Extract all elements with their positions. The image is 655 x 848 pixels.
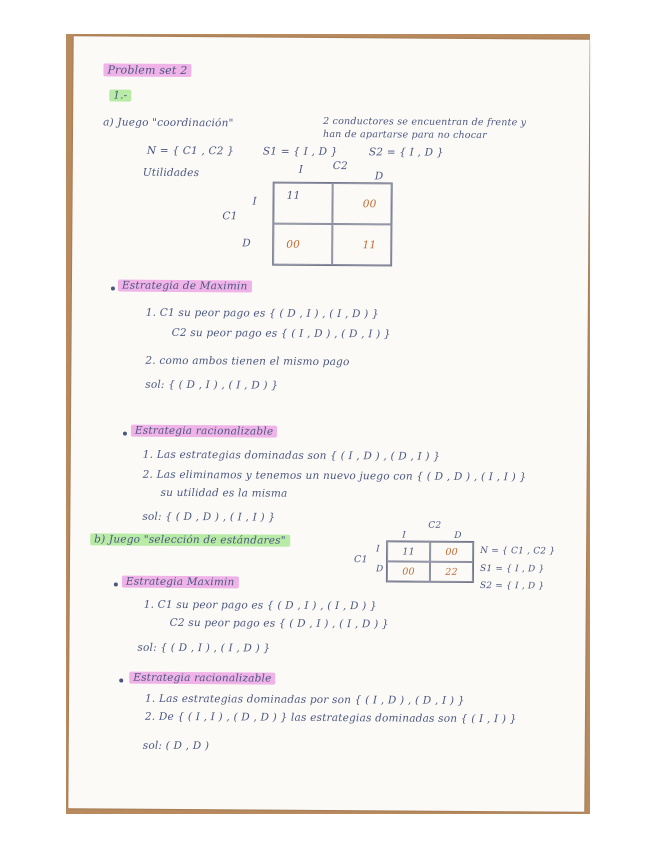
racional-a-line2: 2. Las eliminamos y tenemos un nuevo juego con { ( D , D ) , ( I , I ) } xyxy=(142,468,527,484)
part-a-note-line2: han de apartarse para no chocar xyxy=(322,128,487,142)
utilities-label: Utilidades xyxy=(142,166,200,180)
b-row-header-C1: C1 xyxy=(354,554,368,566)
maximin-b-heading: Estrategia Maximin xyxy=(122,576,239,589)
part-a-note-line1: 2 conductores se encuentran de frente y xyxy=(323,115,527,129)
row-header-I: I xyxy=(252,195,257,208)
bullet-dot xyxy=(123,432,127,436)
strategies-s2: S2 = { I , D } xyxy=(368,146,444,159)
maximin-a-line1: 1. C1 su peor pago es { ( D , I ) , ( I , D ) } xyxy=(145,306,379,321)
row-header-D: D xyxy=(242,237,251,250)
part-a-label: a) Juego "coordinación" xyxy=(103,116,234,130)
payoff-cell-DD xyxy=(430,562,473,582)
page-title: Problem set 2 xyxy=(103,63,191,77)
b-row-header-D: D xyxy=(375,564,384,575)
bullet-dot xyxy=(111,286,115,290)
row-header-C1: C1 xyxy=(222,210,238,223)
col-header-C2: C2 xyxy=(332,160,348,173)
b-players-set: N = { C1 , C2 } xyxy=(480,546,556,557)
payoff-cell-ID xyxy=(332,183,391,224)
payoff-matrix-b xyxy=(386,540,474,583)
payoff-cell-DD xyxy=(332,224,391,265)
bullet-dot xyxy=(114,583,118,587)
payoff-value: 00 xyxy=(445,546,458,558)
payoff-value: 00 xyxy=(402,566,415,578)
b-col-header-D: D xyxy=(454,530,462,541)
strategies-s1: S1 = { I , D } xyxy=(262,145,338,159)
racional-a-solution: sol: { ( D , D ) , ( I , I ) } xyxy=(142,510,276,524)
payoff-cell-DI xyxy=(387,561,430,581)
payoff-value: 22 xyxy=(445,566,458,578)
payoff-cell-ID xyxy=(430,542,473,562)
racional-b-line1: 1. Las estrategias dominadas por son { ( I , D ) , ( D , I ) } xyxy=(145,692,465,707)
maximin-b-solution: sol: { ( D , I ) , ( I , D ) } xyxy=(137,641,271,655)
payoff-cell-DI xyxy=(273,224,332,265)
col-header-D: D xyxy=(374,170,384,183)
bullet-dot xyxy=(119,679,123,683)
maximin-a-line3: 2. como ambos tienen el mismo pago xyxy=(145,354,350,369)
payoff-value: 00 xyxy=(286,238,301,251)
b-row-header-I: I xyxy=(376,544,380,555)
payoff-value: 00 xyxy=(362,197,377,210)
payoff-value: 11 xyxy=(402,546,415,558)
b-col-header-I: I xyxy=(402,530,407,541)
racional-a-heading: Estrategia racionalizable xyxy=(131,425,277,438)
item-number: 1.- xyxy=(109,89,131,101)
payoff-value: 11 xyxy=(362,238,377,251)
part-b-label: b) Juego "selección de estándares" xyxy=(90,533,290,546)
payoff-matrix-a xyxy=(272,182,393,267)
racional-b-solution: sol: ( D , D ) xyxy=(142,739,210,753)
col-header-I: I xyxy=(298,163,304,176)
b-strategies-s1: S1 = { I , D } xyxy=(479,564,545,575)
racional-b-line2: 2. De { ( I , I ) , ( D , D ) } las estrategias dominadas son { ( I , I ) } xyxy=(144,710,517,726)
racional-a-line1: 1. Las estrategias dominadas son { ( I , D ) , ( D , I ) } xyxy=(142,448,441,463)
maximin-b-line1: 1. C1 su peor pago es { ( D , I ) , ( I , D ) } xyxy=(143,598,377,613)
players-set: N = { C1 , C2 } xyxy=(146,144,235,158)
maximin-a-solution: sol: { ( D , I ) , ( I , D ) } xyxy=(145,378,279,392)
b-col-header-C2: C2 xyxy=(428,520,442,531)
payoff-cell-II xyxy=(387,541,430,561)
notebook-page xyxy=(68,36,589,812)
maximin-a-heading: Estrategia de Maximin xyxy=(118,280,252,293)
maximin-a-line2: C2 su peor pago es { ( I , D ) , ( D , I ) } xyxy=(171,326,391,341)
b-strategies-s2: S2 = { I , D } xyxy=(479,581,545,592)
racional-b-heading: Estrategia racionalizable xyxy=(129,672,275,685)
payoff-value: 11 xyxy=(286,189,301,202)
payoff-cell-II xyxy=(273,183,332,224)
racional-a-line3: su utilidad es la misma xyxy=(160,486,288,500)
maximin-b-line2: C2 su peor pago es { ( D , I ) , ( I , D ) } xyxy=(169,616,389,631)
